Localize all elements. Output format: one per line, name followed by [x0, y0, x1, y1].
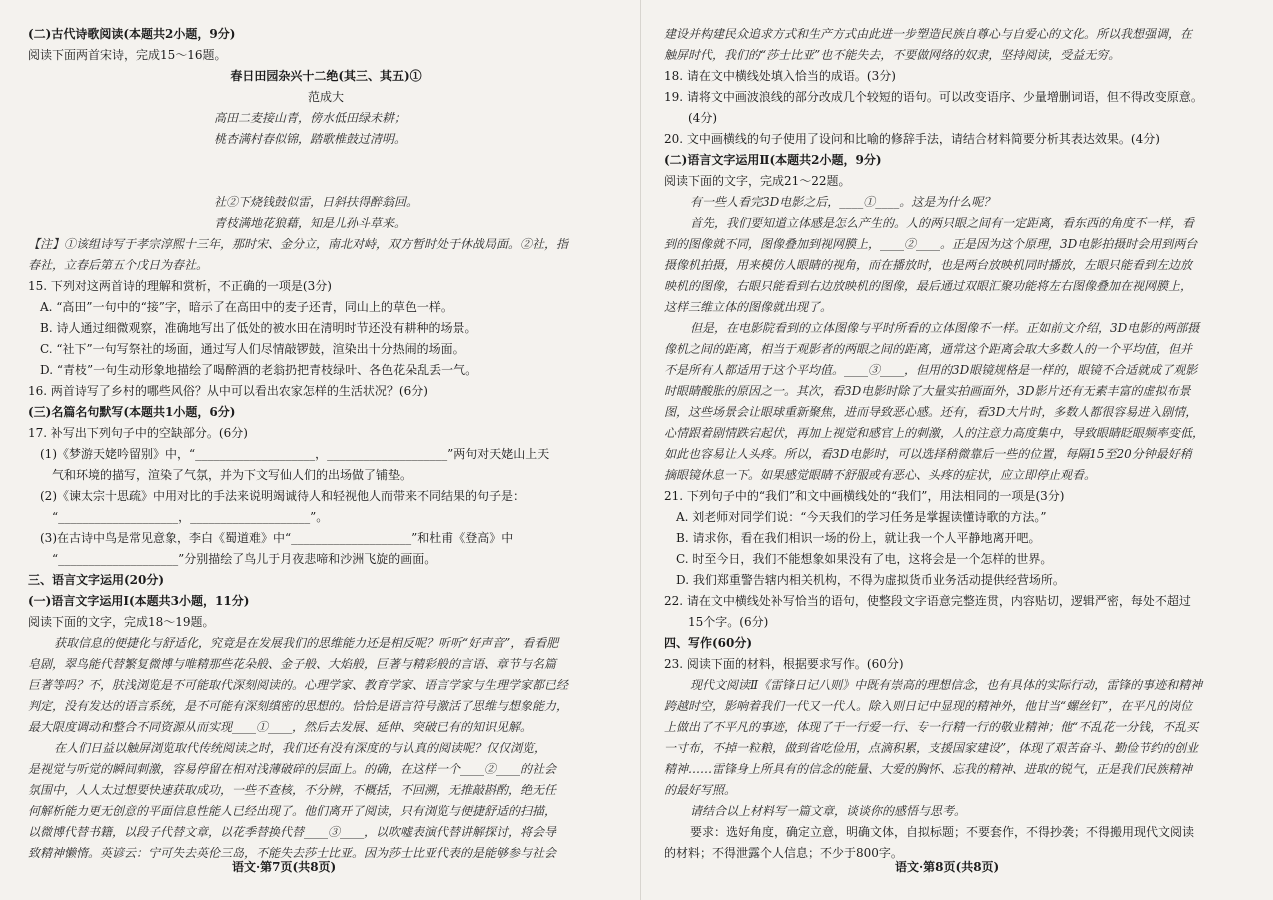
- left-page-line: 获取信息的便捷化与舒适化，究竟是在发展我们的思维能力还是相反呢？听听“好声音”，看看肥: [54, 636, 559, 650]
- right-page-line: 现代文阅读Ⅱ《雷锋日记八则》中既有崇高的理想信念，也有具体的实际行动，雷锋的事迹和精神: [690, 678, 1203, 692]
- right-page-line: 22. 请在文中横线处补写恰当的语句，使整段文字语意完整连贯，内容贴切，逻辑严密，每处不超过: [664, 594, 1191, 608]
- right-page-line: 心情跟着剧情跌宕起伏，再加上视觉和感官上的刺激，人的注意力高度集中，导致眼睛眨眼频率变低，: [664, 426, 1205, 440]
- right-page-line: 图，这些场景会让眼球重新聚焦，进而导致恶心感。还有，看3D大片时，多数人都很容易进入剧情，: [664, 405, 1198, 419]
- left-page-line: 气和环境的描写，渲染了气氛，并为下文写仙人们的出场做了铺垫。: [52, 468, 413, 482]
- right-page-line: 这样三维立体的图像就出现了。: [664, 300, 833, 314]
- right-page: [664, 24, 1252, 864]
- left-page-line: 15. 下列对这两首诗的理解和赏析，不正确的一项是(3分): [28, 279, 332, 293]
- left-page-line: 三、语言文字运用(20分): [28, 573, 165, 587]
- right-page-line: D. 我们郑重警告辖内相关机构，不得为虚拟货币业务活动提供经营场所。: [676, 573, 1065, 587]
- left-page-line: [28, 150, 624, 171]
- left-page-line: 青枝满地花狼藉，知是儿孙斗草来。: [214, 216, 407, 230]
- left-page-line: (1)《梦游天姥吟留别》中，“____________________，____________________”两句对天姥山上天: [40, 447, 550, 461]
- right-page-line: 不是所有人都适用于这个平均值。____③____，但用的3D眼镜规格是一样的，眼镜不合适就成了观影: [664, 363, 1198, 377]
- right-page-line: 建设并构建民众追求方式和生产方式由此进一步塑造民族自尊心与自爱心的文化。所以我想强调，在: [664, 27, 1193, 41]
- right-page-line: 但是，在电影院看到的立体图像与平时所看的立体图像不一样。正如前文介绍，3D电影的两部摄: [690, 321, 1200, 335]
- right-page-line: 四、写作(60分): [664, 636, 753, 650]
- right-page-line: 请结合以上材料写一篇文章，谈谈你的感悟与思考。: [690, 804, 967, 818]
- left-page-line: “____________________，____________________”。: [52, 510, 329, 524]
- right-page-line: 触屏时代，我们的“莎士比亚”也不能失去，不要做网络的奴隶，坚持阅读，受益无穷。: [664, 48, 1121, 62]
- right-page-line: 如此也容易让人头疼。所以，看3D电影时，可以选择稍微靠后一些的位置，每隔15至20分钟最好稍: [664, 447, 1192, 461]
- right-page-line: 跨越时空，影响着我们一代又一代人。除入则日记中显现的精神外，他甘当“螺丝钉”，在平凡的岗位: [664, 699, 1193, 713]
- left-page-line: (三)名篇名句默写(本题共1小题，6分): [28, 405, 236, 419]
- right-page-line: 18. 请在文中横线处填入恰当的成语。(3分): [664, 69, 896, 83]
- right-page-line: 的最好写照。: [664, 783, 737, 797]
- right-page-line: 上做出了不平凡的事迹，体现了干一行爱一行、专一行精一行的敬业精神；他“不乱花一分钱，不乱买: [664, 720, 1199, 734]
- left-page-line: 致精神懒惰。英谚云：宁可失去英伦三岛，不能失去莎士比亚。因为莎士比亚代表的是能够参与社会: [28, 846, 557, 860]
- left-page-line: 春社，立春后第五个戊日为春社。: [28, 258, 209, 272]
- left-page-line: 桃杏满村春似锦，踏歌椎鼓过清明。: [214, 132, 407, 146]
- right-page-line: (4分): [688, 111, 717, 125]
- right-page-footer: 语文·第8页(共8页): [895, 860, 1000, 874]
- left-page-line: 范成大: [307, 90, 344, 104]
- right-page-line: 映机的图像，右眼只能看到右边放映机的图像，最后通过双眼汇聚功能将左右图像叠加在视网膜上，: [664, 279, 1193, 293]
- page-fold-divider: [640, 0, 641, 900]
- left-page-line: C. “社下”一句写祭社的场面，通过写人们尽情敲锣鼓，渲染出十分热闹的场面。: [40, 342, 465, 356]
- right-page-line: (二)语言文字运用Ⅱ(本题共2小题，9分): [664, 153, 882, 167]
- left-page-line: B. 诗人通过细微观察，准确地写出了低处的被水田在清明时节还没有耕种的场景。: [40, 321, 477, 335]
- left-page-line: 最大限度调动和整合不同资源从而实现____①____，然后去发展、延伸、突破已有的知识见解。: [28, 720, 533, 734]
- left-page-line: 阅读下面两首宋诗，完成15～16题。: [28, 48, 227, 62]
- left-page-line: (2)《谏太宗十思疏》中用对比的手法来说明竭诚待人和轻视他人而带来不同结果的句子是：: [40, 489, 526, 503]
- left-page-line: 社②下烧钱鼓似雷，日斜扶得醉翁回。: [214, 195, 419, 209]
- left-page-line: 是视觉与听觉的瞬间刺激，容易停留在相对浅薄破碎的层面上。的确，在这样一个____②____的社会: [28, 762, 557, 776]
- right-page-line: 到的图像就不同，图像叠加到视网膜上，____②____。正是因为这个原理，3D电影拍摄时会用到两台: [664, 237, 1198, 251]
- right-page-line: A. 刘老师对同学们说：“今天我们的学习任务是掌握读懂诗歌的方法。”: [676, 510, 1047, 524]
- left-page-line: 在人们日益以触屏浏览取代传统阅读之时，我们还有没有深度的与认真的阅读呢？仅仅浏览，: [54, 741, 547, 755]
- right-page-line: B. 请求你，看在我们相识一场的份上，就让我一个人平静地离开吧。: [676, 531, 1041, 545]
- left-page-line: [28, 171, 624, 192]
- right-page-line: 首先，我们要知道立体感是怎么产生的。人的两只眼之间有一定距离，看东西的角度不一样，看: [690, 216, 1195, 230]
- left-page-line: 巨著等吗？不，肤浅浏览是不可能取代深刻阅读的。心理学家、教育学家、语言学家与生理学家都已经: [28, 678, 569, 692]
- right-page-line: 21. 下列句子中的“我们”和文中画横线处的“我们”，用法相同的一项是(3分): [664, 489, 1065, 503]
- right-page-line: 的材料；不得泄露个人信息；不少于800字。: [664, 846, 903, 860]
- left-page-line: 【注】①该组诗写于孝宗淳熙十三年，那时宋、金分立，南北对峙，双方暂时处于休战局面。②社，指: [28, 237, 569, 251]
- right-page-line: 有一些人看完3D电影之后，____①____。这是为什么呢？: [690, 195, 996, 209]
- right-page-line: 23. 阅读下面的材料，根据要求写作。(60分): [664, 657, 904, 671]
- left-page-line: D. “青枝”一句生动形象地描绘了喝醉酒的老翁扔把青枝绿叶、各色花朵乱丢一气。: [40, 363, 478, 377]
- right-page-line: 19. 请将文中画波浪线的部分改成几个较短的语句。可以改变语序、少量增删词语，但不得改变原意。: [664, 90, 1203, 104]
- right-page-line: 时眼睛酸胀的原因之一。其次，看3D电影时除了大量实拍画面外，3D影片还有无素丰富的虚拟布景: [664, 384, 1191, 398]
- left-page-line: 春日田园杂兴十二绝(其三、其五)①: [230, 69, 422, 83]
- right-page-line: 摘眼镜休息一下。如果感觉眼睛不舒服或有恶心、头疼的症状，应立即停止观看。: [664, 468, 1097, 482]
- left-page-line: (二)古代诗歌阅读(本题共2小题，9分): [28, 27, 236, 41]
- left-page-line: 阅读下面的文字，完成18～19题。: [28, 615, 215, 629]
- left-page-line: 何解析能力更无创意的平面信息性能人已经出现了。他们离开了阅读，只有浏览与便捷舒适的扫描，: [28, 804, 557, 818]
- left-page-line: 高田二麦接山青，傍水低田绿未耕；: [214, 111, 407, 125]
- left-page-line: (3)在古诗中鸟是常见意象，李白《蜀道难》中“____________________”和杜甫《登高》中: [40, 531, 514, 545]
- left-page-line: A. “高田”一句中的“接”字，暗示了在高田中的麦子还青，同山上的草色一样。: [40, 300, 453, 314]
- left-page-line: 皂剧，翠鸟能代替繁复微博与唯精那些花朵般、金子般、大焰般，巨著与精彩般的言语、章节与名篇: [28, 657, 557, 671]
- left-page-line: 氛围中，人人太过想要快速获取成功，一些不查核，不分辨，不概括，不回溯，无推敲斟酌，绝无任: [28, 783, 557, 797]
- left-page-line: 以微博代替书籍，以段子代替文章，以花季替换代替____③____，以吹嘘表演代替讲解探讨，将会导: [28, 825, 557, 839]
- left-page: [28, 24, 624, 864]
- right-page-line: 像机之间的距离，相当于观影者的两眼之间的距离，通常这个距离会取大多数人的一个平均值，但并: [664, 342, 1193, 356]
- right-page-line: 一寸布，不掉一粒粮，做到省吃俭用，点滴积累，支援国家建设”，体现了艰苦奋斗、勤俭节约的创业: [664, 741, 1199, 755]
- left-page-line: 判定，没有发达的语言系统，是不可能有深刻缜密的思想的。恰恰是语言符号激活了思维与想象能力，: [28, 699, 569, 713]
- left-page-line: “____________________”分别描绘了鸟儿于月夜悲啼和沙洲飞旋的画面。: [52, 552, 437, 566]
- right-page-line: 要求：选好角度，确定立意，明确文体，自拟标题；不要套作，不得抄袭；不得搬用现代文阅读: [690, 825, 1195, 839]
- left-page-footer: 语文·第7页(共8页): [232, 860, 337, 874]
- right-page-line: C. 时至今日，我们不能想象如果没有了电，这将会是一个怎样的世界。: [676, 552, 1053, 566]
- right-page-line: 精神……雷锋身上所具有的信念的能量、大爱的胸怀、忘我的精神、进取的锐气，正是我们民族精神: [664, 762, 1193, 776]
- left-page-line: 16. 两首诗写了乡村的哪些风俗？从中可以看出农家怎样的生活状况？(6分): [28, 384, 428, 398]
- right-page-line: 摄像机拍摄，用来模仿人眼睛的视角，而在播放时，也是两台放映机同时播放，左眼只能看到左边放: [664, 258, 1193, 272]
- left-page-line: 17. 补写出下列句子中的空缺部分。(6分): [28, 426, 248, 440]
- right-page-line: 阅读下面的文字，完成21～22题。: [664, 174, 851, 188]
- right-page-line: 20. 文中画横线的句子使用了设问和比喻的修辞手法，请结合材料简要分析其表达效果。(4分): [664, 132, 1160, 146]
- right-page-line: 15个字。(6分): [688, 615, 769, 629]
- left-page-line: (一)语言文字运用Ⅰ(本题共3小题，11分): [28, 594, 250, 608]
